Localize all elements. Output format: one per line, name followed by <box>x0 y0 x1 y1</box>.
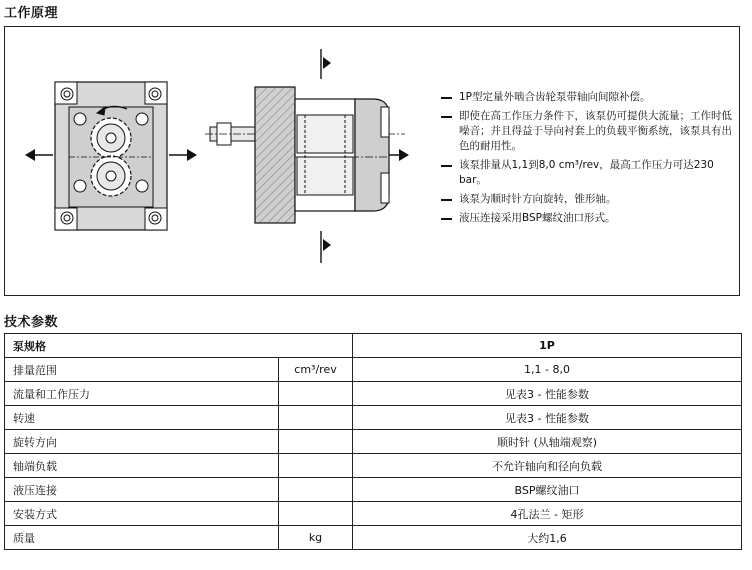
table-row <box>5 526 742 550</box>
row-param: 轴端负载 <box>5 454 279 478</box>
table-row <box>5 502 742 526</box>
row-value: 顺时针 (从轴端观察) <box>353 430 742 454</box>
row-value: 4孔法兰 - 矩形 <box>353 502 742 526</box>
row-unit <box>279 478 353 502</box>
row-unit <box>279 382 353 406</box>
header-model: 1P <box>353 334 742 358</box>
row-unit: kg <box>279 526 353 550</box>
table-row <box>5 358 742 382</box>
table-header-row <box>5 334 742 358</box>
row-param: 旋转方向 <box>5 430 279 454</box>
feature-item: 1P型定量外啮合齿轮泵带轴向间隙补偿。 <box>441 90 741 105</box>
diagram-frame <box>4 26 740 296</box>
table-row <box>5 406 742 430</box>
feature-item: 即使在高工作压力条件下，该泵仍可提供大流量；工作时低噪音；并且得益于导向衬套上的负载平衡系统，该泵具有出色的耐用性。 <box>441 109 741 154</box>
row-unit <box>279 406 353 430</box>
table-row <box>5 454 742 478</box>
row-param: 质量 <box>5 526 279 550</box>
feature-list <box>441 90 741 230</box>
row-unit <box>279 454 353 478</box>
table-row <box>5 478 742 502</box>
spec-table <box>4 333 742 550</box>
table-row <box>5 382 742 406</box>
row-param: 排量范围 <box>5 358 279 382</box>
feature-item: 液压连接采用BSP螺纹油口形式。 <box>441 211 741 226</box>
row-unit <box>279 430 353 454</box>
row-value: 见表3 - 性能参数 <box>353 406 742 430</box>
row-param: 安装方式 <box>5 502 279 526</box>
row-value: 1,1 - 8,0 <box>353 358 742 382</box>
row-value: 大约1,6 <box>353 526 742 550</box>
header-param: 泵规格 <box>5 334 353 358</box>
row-value: 见表3 - 性能参数 <box>353 382 742 406</box>
row-param: 转速 <box>5 406 279 430</box>
pump-section-view <box>205 87 405 223</box>
pump-front-view <box>55 82 167 230</box>
row-value: BSP螺纹油口 <box>353 478 742 502</box>
row-param: 液压连接 <box>5 478 279 502</box>
feature-item: 该泵为顺时针方向旋转，锥形轴。 <box>441 192 741 207</box>
row-param: 流量和工作压力 <box>5 382 279 406</box>
feature-item: 该泵排量从1,1到8,0 cm³/rev，最高工作压力可达230 bar。 <box>441 158 741 188</box>
row-unit: cm³/rev <box>279 358 353 382</box>
section-title-working-principle: 工作原理 <box>4 6 59 21</box>
section-title-specs: 技术参数 <box>4 315 59 330</box>
row-unit <box>279 502 353 526</box>
table-row <box>5 430 742 454</box>
row-value: 不允许轴向和径向负载 <box>353 454 742 478</box>
